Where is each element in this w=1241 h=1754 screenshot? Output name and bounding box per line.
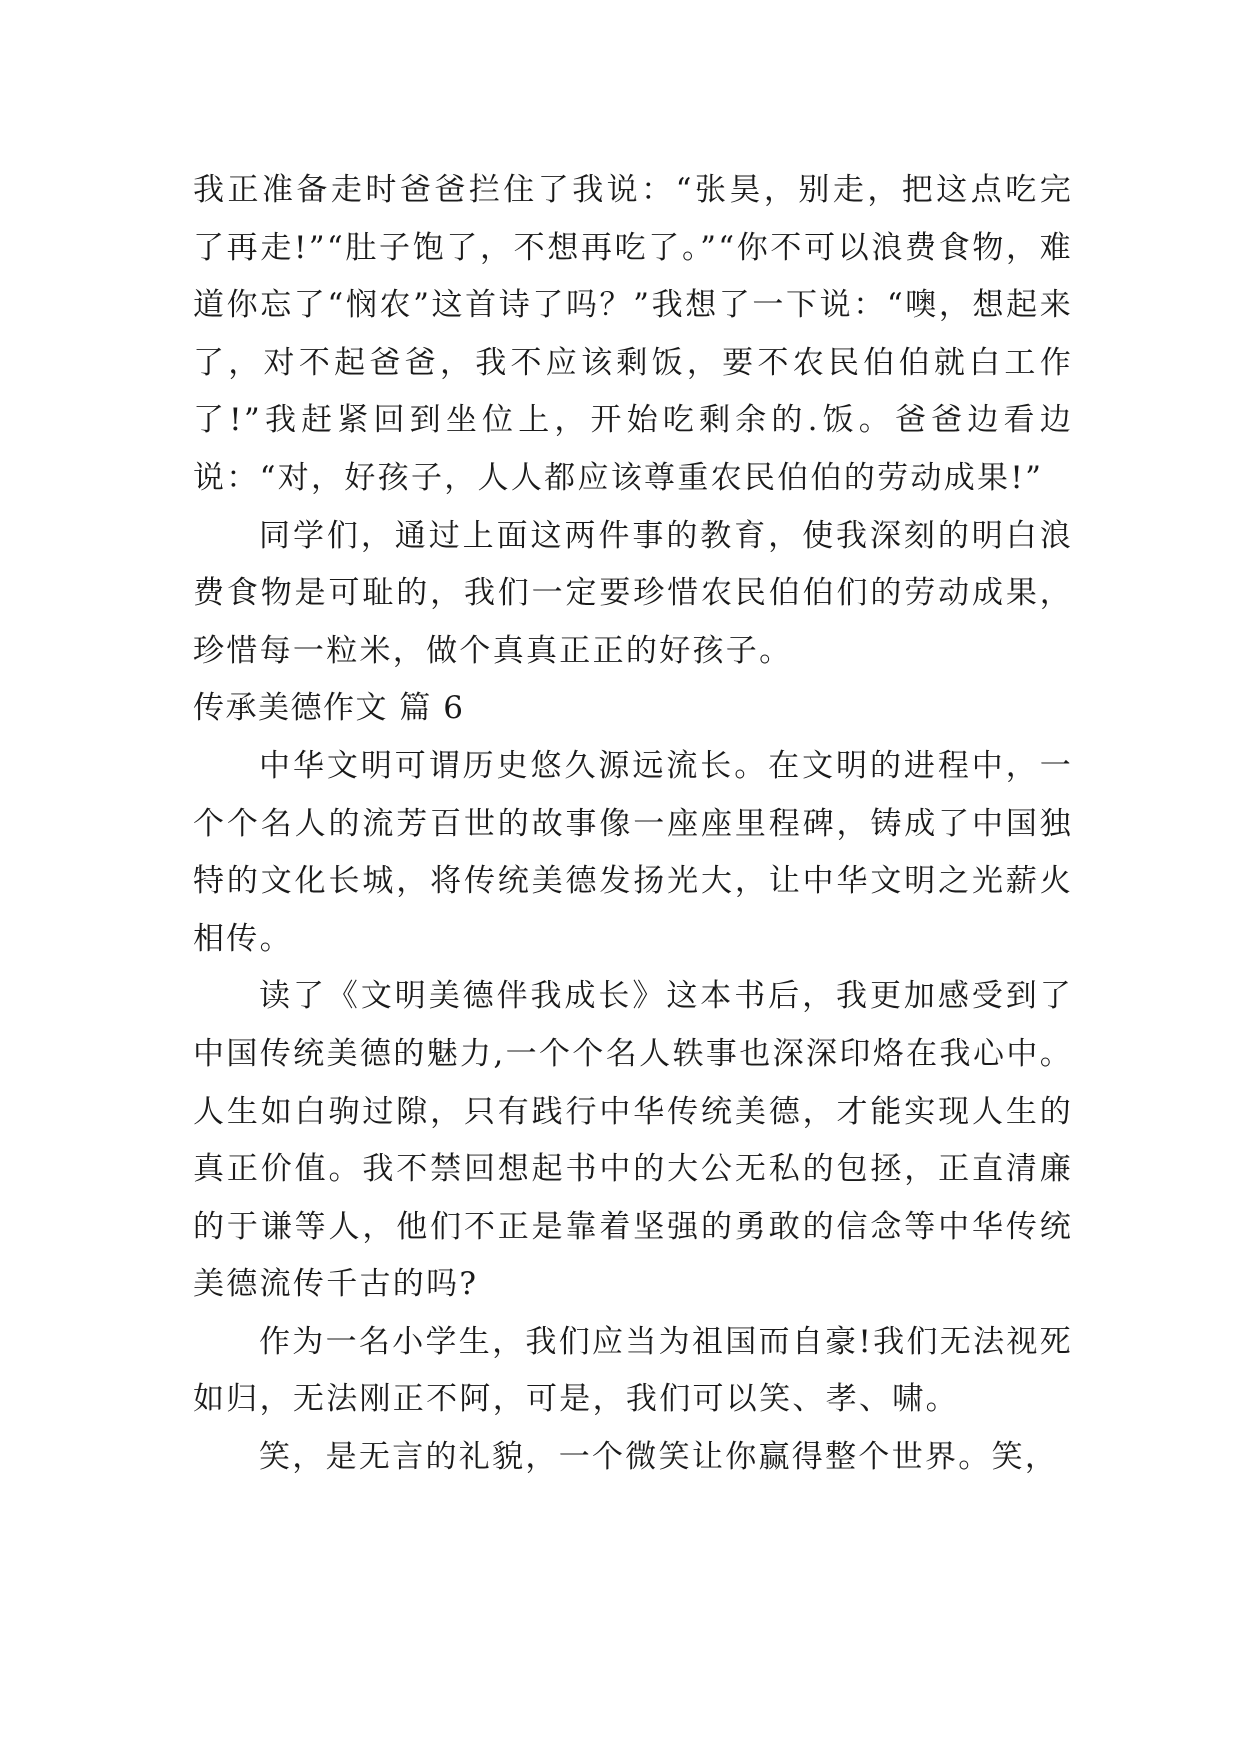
paragraph-dinner-story: 我正准备走时爸爸拦住了我说：“张昊，别走，把这点吃完了再走!”“肚子饱了，不想再吃了。”“你不可以浪费食物，难道你忘了“悯农”这首诗了吗？”我想了一下说：“噢，想起来了，对不起爸爸，我不应该剩饭，要不农民伯伯就白工作了!”我赶紧回到坐位上，开始吃剩余的.饭。爸爸边看边说：“对，好孩子，人人都应该尊重农民伯伯的劳动成果!” [193,172,1073,496]
paragraph-conclusion-food: 同学们，通过上面这两件事的教育，使我深刻的明白浪费食物是可耻的，我们一定要珍惜农民伯伯们的劳动成果，珍惜每一粒米，做个真真正正的好孩子。 [193,517,1073,669]
paragraph-book-reflection: 读了《文明美德伴我成长》这本书后，我更加感受到了中国传统美德的魅力,一个个名人轶事也深深印烙在我心中。人生如白驹过隙，只有践行中华传统美德，才能实现人生的真正价值。我不禁回想起书中的大公无私的包拯，正直清廉的于谦等人，他们不正是靠着坚强的勇敢的信念等中华传统美德流传千古的吗? [193,978,1073,1303]
section-heading: 传承美德作文 篇 6 [193,690,465,727]
document-body [193,162,1073,1487]
paragraph-student-pride: 作为一名小学生，我们应当为祖国而自豪!我们无法视死如归，无法刚正不阿，可是，我们可以笑、孝、啸。 [193,1323,1073,1418]
paragraph-smile: 笑，是无言的礼貌，一个微笑让你赢得整个世界。笑， [259,1439,1059,1476]
paragraph-chinese-civilization: 中华文明可谓历史悠久源远流长。在文明的进程中，一个个名人的流芳百世的故事像一座座里程碑，铸成了中国独特的文化长城，将传统美德发扬光大，让中华文明之光薪火相传。 [193,747,1073,957]
